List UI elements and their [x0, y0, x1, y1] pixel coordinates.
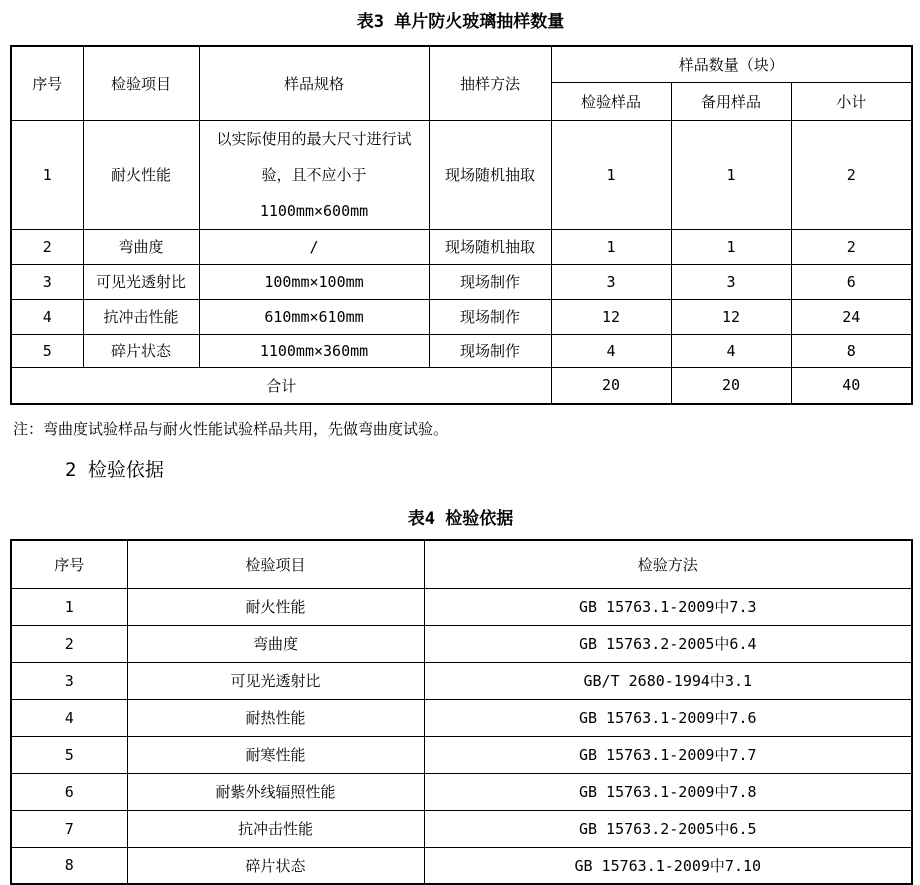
table-row [11, 662, 912, 699]
cell-item: 抗冲击性能 [83, 299, 199, 334]
cell-seq: 8 [11, 847, 127, 884]
cell-item: 碎片状态 [83, 334, 199, 367]
cell-spec: 610mm×610mm [199, 299, 429, 334]
cell-spec: 100mm×100mm [199, 264, 429, 299]
cell-seq: 6 [11, 773, 127, 810]
cell-subtotal: 24 [791, 299, 912, 334]
table-row [11, 264, 912, 299]
total-label: 合计 [11, 367, 551, 404]
table4-header-seq: 序号 [11, 540, 127, 588]
cell-item: 弯曲度 [127, 625, 424, 662]
table3-total-row [11, 367, 912, 404]
table-row [11, 334, 912, 367]
cell-method: 现场随机抽取 [429, 120, 551, 229]
table-row [11, 810, 912, 847]
table3-header-quantity-group: 样品数量（块） [551, 46, 912, 82]
table3-title: 表3 单片防火玻璃抽样数量 [356, 12, 565, 32]
cell-backup: 1 [671, 120, 791, 229]
cell-method: GB 15763.2-2005中6.4 [424, 625, 912, 662]
cell-seq: 1 [11, 120, 83, 229]
total-backup: 20 [671, 367, 791, 404]
cell-seq: 1 [11, 588, 127, 625]
cell-item: 耐热性能 [127, 699, 424, 736]
table4-inspection-basis [10, 539, 913, 885]
cell-check: 3 [551, 264, 671, 299]
table4-header-method: 检验方法 [424, 540, 912, 588]
cell-backup: 3 [671, 264, 791, 299]
table3-header-seq: 序号 [11, 46, 83, 120]
table3-header-spec: 样品规格 [199, 46, 429, 120]
table-row [11, 588, 912, 625]
table3-header-backup-sample: 备用样品 [671, 82, 791, 120]
cell-method: 现场制作 [429, 299, 551, 334]
table3-header-inspection-sample: 检验样品 [551, 82, 671, 120]
cell-method: GB 15763.1-2009中7.6 [424, 699, 912, 736]
cell-seq: 5 [11, 736, 127, 773]
table3-header-subtotal: 小计 [791, 82, 912, 120]
table3-header-item: 检验项目 [83, 46, 199, 120]
cell-seq: 2 [11, 229, 83, 264]
table3-header-row-1 [11, 46, 912, 82]
cell-seq: 5 [11, 334, 83, 367]
total-subtotal: 40 [791, 367, 912, 404]
cell-seq: 2 [11, 625, 127, 662]
cell-backup: 12 [671, 299, 791, 334]
cell-item: 弯曲度 [83, 229, 199, 264]
table-row [11, 229, 912, 264]
cell-item: 碎片状态 [127, 847, 424, 884]
cell-backup: 4 [671, 334, 791, 367]
cell-spec: 以实际使用的最大尺寸进行试验，且不应小于1100mm×600mm [199, 120, 429, 229]
cell-item: 耐寒性能 [127, 736, 424, 773]
cell-method: GB 15763.1-2009中7.8 [424, 773, 912, 810]
cell-seq: 3 [11, 662, 127, 699]
cell-method: GB 15763.1-2009中7.3 [424, 588, 912, 625]
table-row [11, 120, 912, 229]
section-heading: 2 检验依据 [65, 459, 164, 481]
cell-item: 可见光透射比 [83, 264, 199, 299]
cell-seq: 3 [11, 264, 83, 299]
table-row [11, 847, 912, 884]
cell-backup: 1 [671, 229, 791, 264]
table3-footnote: 注：弯曲度试验样品与耐火性能试验样品共用，先做弯曲度试验。 [13, 420, 449, 438]
cell-check: 12 [551, 299, 671, 334]
table-row [11, 625, 912, 662]
table-row [11, 299, 912, 334]
cell-subtotal: 8 [791, 334, 912, 367]
cell-method: GB 15763.1-2009中7.7 [424, 736, 912, 773]
table-row [11, 736, 912, 773]
cell-item: 可见光透射比 [127, 662, 424, 699]
cell-spec: / [199, 229, 429, 264]
cell-check: 4 [551, 334, 671, 367]
cell-seq: 4 [11, 299, 83, 334]
table-row [11, 699, 912, 736]
cell-subtotal: 2 [791, 120, 912, 229]
table3-header-sampling-method: 抽样方法 [429, 46, 551, 120]
table4-title: 表4 检验依据 [407, 509, 514, 529]
cell-seq: 4 [11, 699, 127, 736]
cell-item: 耐火性能 [127, 588, 424, 625]
table-row [11, 773, 912, 810]
table4-header-row [11, 540, 912, 588]
cell-check: 1 [551, 120, 671, 229]
cell-check: 1 [551, 229, 671, 264]
total-check: 20 [551, 367, 671, 404]
cell-method: 现场制作 [429, 264, 551, 299]
table4-header-item: 检验项目 [127, 540, 424, 588]
cell-method: GB/T 2680-1994中3.1 [424, 662, 912, 699]
cell-method: 现场随机抽取 [429, 229, 551, 264]
cell-method: GB 15763.1-2009中7.10 [424, 847, 912, 884]
cell-item: 耐紫外线辐照性能 [127, 773, 424, 810]
cell-method: 现场制作 [429, 334, 551, 367]
cell-spec: 1100mm×360mm [199, 334, 429, 367]
cell-item: 耐火性能 [83, 120, 199, 229]
cell-seq: 7 [11, 810, 127, 847]
cell-subtotal: 6 [791, 264, 912, 299]
table3-sampling-quantity [10, 45, 913, 405]
cell-item: 抗冲击性能 [127, 810, 424, 847]
cell-subtotal: 2 [791, 229, 912, 264]
cell-method: GB 15763.2-2005中6.5 [424, 810, 912, 847]
